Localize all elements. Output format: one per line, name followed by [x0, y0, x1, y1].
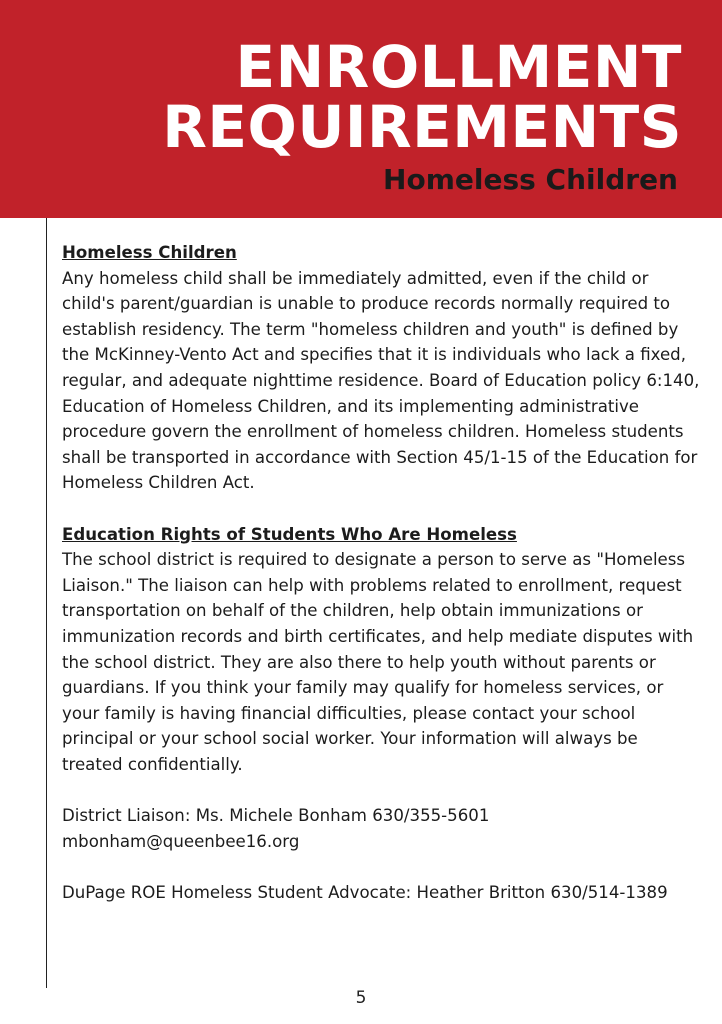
- roe-advocate-line: DuPage ROE Homeless Student Advocate: Heather Britton 630/514-1389: [62, 882, 668, 902]
- left-margin-rule: [46, 218, 47, 988]
- district-liaison-contact: [62, 803, 702, 854]
- page-title-line-1: ENROLLMENT: [235, 33, 682, 101]
- section-education-rights: [62, 522, 702, 778]
- roe-advocate-contact: [62, 880, 702, 906]
- section-heading: Homeless Children: [62, 243, 237, 262]
- district-liaison-email[interactable]: mbonham@queenbee16.org: [62, 831, 300, 851]
- document-body: [62, 240, 702, 931]
- section-heading: Education Rights of Students Who Are Homeless: [62, 524, 517, 544]
- page-number: 5: [355, 988, 367, 1008]
- page-subtitle: Homeless Children: [383, 163, 678, 196]
- section-homeless-children: [62, 240, 702, 496]
- district-liaison-line: District Liaison: Ms. Michele Bonham 630/355-5601: [62, 806, 490, 826]
- page-title-line-2: REQUIREMENTS: [162, 93, 682, 161]
- section-paragraph: The school district is required to designate a person to serve as "Homeless Liaison." The liaison can help with problems related to enrollment, request transportation on behalf of the children, help obtain immunizations or immunization records and birth certificates, and help mediate disputes with the school district. They are also there to help youth without parents or guardians. If you think your family may qualify for homeless services, or your family is having financial difficulties, please contact your school principal or your school social worker. Your information will always be treated confidentially.: [62, 550, 694, 774]
- header-banner: [0, 0, 722, 218]
- section-paragraph: Any homeless child shall be immediately admitted, even if the child or child's parent/guardian is unable to produce records normally required to establish residency. The term "homeless children and youth" is defined by the McKinney-Vento Act and specifies that it is individuals who lack a fixed, regular, and adequate nighttime residence. Board of Education policy 6:140, Education of Homeless Children, and its implementing administrative procedure govern the enrollment of homeless children. Homeless students shall be transported in accordance with Section 45/1-15 of the Education for Homeless Children Act.: [62, 268, 700, 493]
